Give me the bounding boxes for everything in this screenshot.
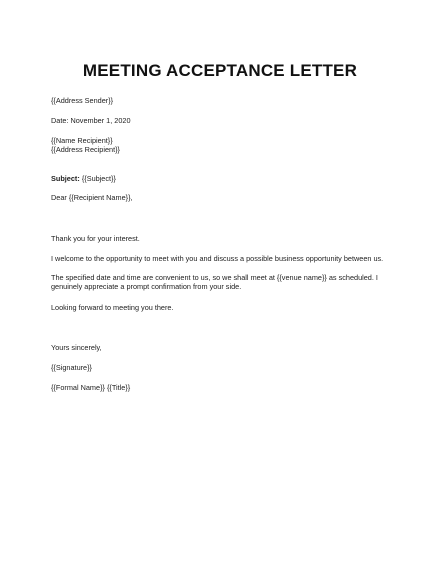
salutation: Dear {{Recipient Name}},: [51, 193, 133, 202]
body-paragraph-3-line-1: The specified date and time are convenient to us, so we shall meet at {{venue name}} as scheduled. I: [51, 273, 378, 282]
body-paragraph-1: Thank you for your interest.: [51, 234, 140, 243]
body-paragraph-3-line-2: genuinely appreciate a prompt confirmation from your side.: [51, 282, 242, 291]
date-line: Date: November 1, 2020: [51, 116, 131, 125]
document-title: MEETING ACCEPTANCE LETTER: [82, 61, 358, 80]
formal-name-title: {{Formal Name}} {{Title}}: [51, 383, 131, 392]
subject-line: [51, 174, 116, 184]
closing: Yours sincerely,: [51, 343, 102, 352]
body-paragraph-2: I welcome to the opportunity to meet with you and discuss a possible business opportunity between us.: [51, 254, 384, 263]
address-sender: {{Address Sender}}: [51, 96, 114, 105]
subject-value: {{Subject}}: [79, 174, 116, 183]
subject-label: Subject:: [51, 174, 80, 183]
name-recipient: {{Name Recipient}}: [51, 136, 113, 145]
signature: {{Signature}}: [51, 363, 92, 372]
address-recipient: {{Address Recipient}}: [51, 145, 120, 154]
body-paragraph-4: Looking forward to meeting you there.: [51, 303, 174, 312]
